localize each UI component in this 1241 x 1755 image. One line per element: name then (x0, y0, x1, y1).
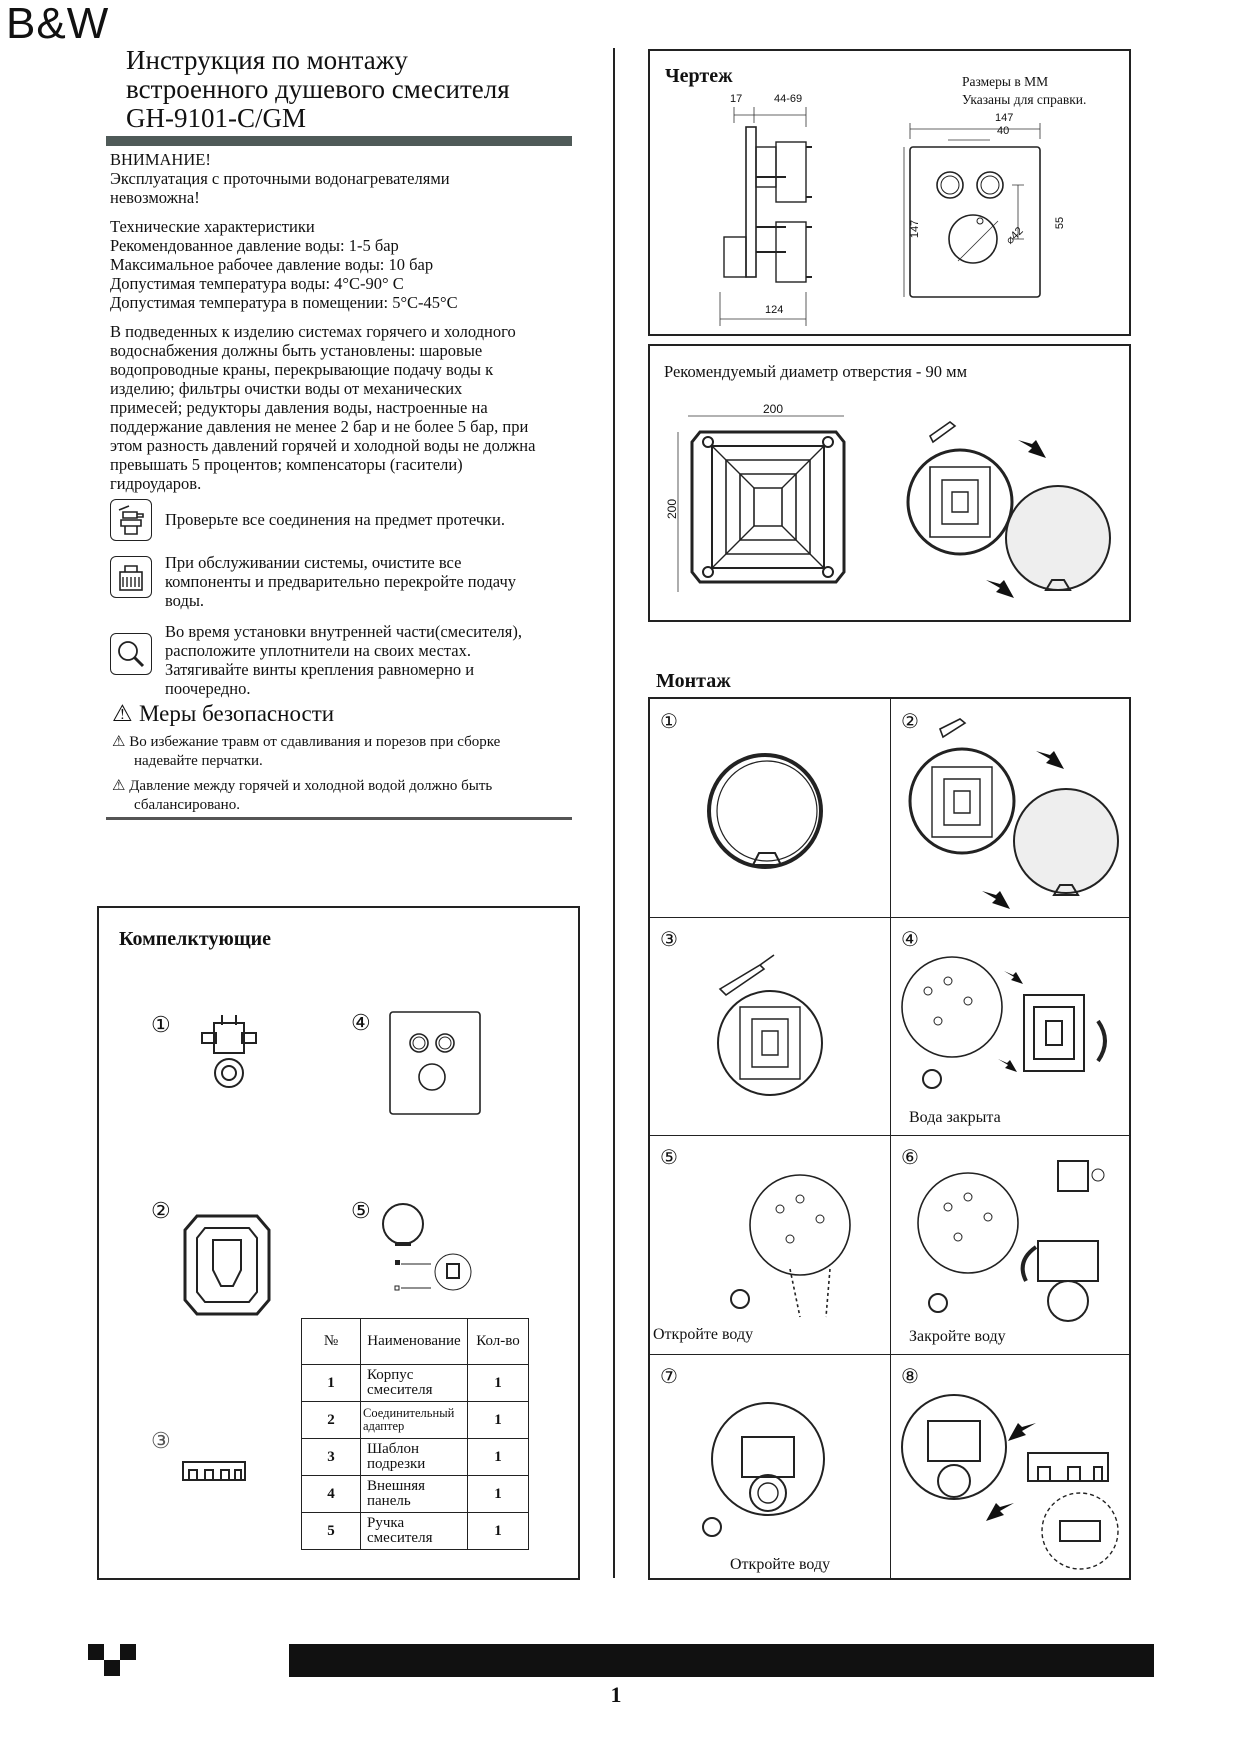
step8-illustration (898, 1381, 1123, 1571)
hole-text: Рекомендуемый диаметр отверстия - 90 мм (664, 362, 968, 381)
page-title (126, 46, 510, 133)
step-number: ③ (660, 929, 678, 951)
step-caption: Откройте воду (730, 1556, 831, 1573)
step6-illustration (898, 1151, 1123, 1331)
step-number: ⑤ (660, 1147, 678, 1169)
title-line: Инструкция по монтажу (126, 45, 408, 75)
step1-illustration (705, 751, 825, 871)
handle-illustration (381, 1202, 481, 1302)
tip-install-line: поочередно. (165, 679, 251, 698)
safety-title (112, 700, 334, 727)
tip-service-line: При обслуживании системы, очистите все (165, 553, 462, 572)
requirements-line: изделию; фильтры очистки воды от механических (110, 379, 463, 398)
step4-illustration (898, 951, 1123, 1101)
table-cell: Корпус смесителя (361, 1365, 468, 1402)
dim-label: 147 (909, 219, 922, 239)
table-header: № (302, 1319, 361, 1365)
title-divider (106, 136, 572, 146)
table-header: Кол-во (468, 1319, 529, 1365)
tip-install-line: расположите уплотнители на своих местах. (165, 641, 472, 660)
spec-item: Допустимая температура в помещении: 5°С-45°С (110, 293, 458, 312)
warning-triangle-icon: ⚠ (112, 778, 126, 794)
tip-leak-text: Проверьте все соединения на предмет протечки. (165, 510, 506, 529)
table-cell: 1 (468, 1513, 529, 1550)
table-cell: Шаблон подрезки (361, 1439, 468, 1476)
requirements-line: этом разность давлений горячей и холодной воды не должна (110, 436, 536, 455)
dim-label: 200 (763, 402, 784, 416)
warning-heading: ВНИМАНИЕ! (110, 150, 211, 169)
drawing-note (962, 73, 1086, 109)
component-label: ⑤ (351, 1198, 371, 1223)
table-cell: 1 (468, 1439, 529, 1476)
specs-heading: Технические характеристики (110, 217, 315, 236)
warning-triangle-icon: ⚠ (112, 701, 133, 726)
table-row (302, 1476, 529, 1513)
mounting-heading: Монтаж (656, 670, 731, 692)
requirements-line: водопроводные краны, перекрывающие подачу воды к (110, 360, 494, 379)
step-caption: Закройте воду (909, 1328, 1006, 1345)
spec-item: Максимальное рабочее давление воды: 10 бар (110, 255, 434, 274)
dim-label: 40 (997, 125, 1010, 137)
dim-label: 44-69 (774, 93, 803, 105)
component-label: ③ (151, 1428, 171, 1453)
cleaning-brush-icon (110, 556, 152, 598)
step-number: ⑥ (901, 1147, 919, 1169)
requirements-line: превышать 5 процентов; компенсаторы (гасители) (110, 455, 463, 474)
safety-item-line: Во избежание травм от сдавливания и порезов при сборке (129, 734, 501, 750)
dim-label: 124 (765, 304, 784, 316)
tip-install-line: Затягивайте винты крепления равномерно и (165, 660, 475, 679)
step7-illustration (680, 1397, 860, 1547)
step-number: ④ (901, 929, 919, 951)
cutting-template-illustration (179, 1456, 249, 1486)
dim-label: 55 (1054, 216, 1067, 230)
table-row (302, 1365, 529, 1402)
table-header: Наименование (361, 1319, 468, 1365)
table-row (302, 1402, 529, 1439)
table-cell: 1 (302, 1365, 361, 1402)
table-header-row (302, 1319, 529, 1365)
step-number: ② (901, 711, 919, 733)
safety-item-line: сбалансировано. (134, 797, 240, 813)
component-label: ① (151, 1012, 171, 1037)
drawing-note-line: Указаны для справки. (962, 92, 1087, 107)
drawing-heading: Чертеж (665, 65, 733, 87)
table-cell: 4 (302, 1476, 361, 1513)
drawing-note-line: Размеры в ММ (962, 74, 1049, 89)
dim-label: 200 (665, 498, 680, 520)
step-caption: Откройте воду (653, 1326, 754, 1343)
spec-item: Допустимая температура воды: 4°С-90° С (110, 274, 404, 293)
outer-panel-illustration (389, 1011, 481, 1115)
faucet-icon (110, 499, 152, 541)
components-heading: Компелктующие (119, 928, 272, 950)
step-number: ⑦ (660, 1366, 678, 1388)
footer-bar (289, 1644, 1154, 1677)
warning-line: Эксплуатация с проточными водонагревателями (110, 169, 450, 188)
mounting-frame-drawing (670, 402, 850, 602)
magnifier-icon (110, 633, 152, 675)
safety-title-text: Меры безопасности (139, 701, 335, 726)
footer-decoration (88, 1643, 152, 1679)
step5-illustration (690, 1169, 880, 1319)
warning-triangle-icon: ⚠ (112, 734, 126, 750)
requirements-line: примесей; редукторы давления воды, настроенные на (110, 398, 488, 417)
tip-install-text (165, 622, 605, 698)
table-cell: 3 (302, 1439, 361, 1476)
side-view-drawing (710, 97, 850, 331)
table-cell: 5 (302, 1513, 361, 1550)
dim-label: ⌀42 (1003, 224, 1026, 247)
component-label: ② (151, 1198, 171, 1223)
page-number: 1 (610, 1682, 622, 1707)
front-view-drawing (900, 111, 1080, 335)
step3-illustration (710, 949, 830, 1099)
requirements-line: гидроударов. (110, 474, 202, 493)
table-cell: Ручка смесителя (361, 1513, 468, 1550)
hole-cutting-drawing (890, 422, 1120, 612)
mounting-grid (648, 697, 1131, 1580)
dim-label: 17 (730, 93, 743, 105)
step-caption: Вода закрыта (909, 1109, 1001, 1126)
safety-item (112, 733, 582, 771)
mixer-body-illustration (194, 1013, 264, 1103)
components-panel (97, 906, 580, 1580)
dim-label: 147 (995, 112, 1014, 124)
component-label: ④ (351, 1010, 371, 1035)
tip-service-line: воды. (165, 591, 205, 610)
hole-panel (648, 344, 1131, 622)
left-text-block (110, 150, 615, 493)
step2-illustration (900, 719, 1125, 914)
table-cell: 1 (468, 1365, 529, 1402)
requirements-line: водоснабжения должны быть установлены: шаровые (110, 341, 483, 360)
safety-item-line: Давление между горячей и холодной водой должно быть (129, 778, 493, 794)
tip-install-line: Во время установки внутренней части(смесителя), (165, 622, 522, 641)
spec-item: Рекомендованное давление воды: 1-5 бар (110, 236, 399, 255)
title-line: встроенного душевого смесителя (126, 74, 510, 104)
safety-item-line: надевайте перчатки. (134, 753, 263, 769)
step-number: ① (660, 711, 678, 733)
requirements-line: поддержание давления не менее 2 бар и не более 5 бар, при (110, 417, 529, 436)
table-cell: 1 (468, 1402, 529, 1439)
parts-table (301, 1318, 529, 1550)
table-cell: 1 (468, 1476, 529, 1513)
table-cell: Соединительный адаптер (361, 1402, 468, 1439)
table-cell: 2 (302, 1402, 361, 1439)
title-line: GH-9101-C/GM (126, 103, 306, 133)
safety-item (112, 777, 582, 815)
table-row (302, 1439, 529, 1476)
table-cell: Внешняя панель (361, 1476, 468, 1513)
tip-service-text (165, 553, 605, 610)
tip-service-line: компоненты и предварительно перекройте подачу (165, 572, 516, 591)
table-row (302, 1513, 529, 1550)
requirements-line: В подведенных к изделию системах горячего и холодного (110, 322, 516, 341)
section-divider (106, 817, 572, 820)
column-separator (613, 48, 615, 1578)
adapter-illustration (179, 1208, 275, 1324)
drawing-panel (648, 49, 1131, 336)
warning-line: невозможна! (110, 188, 200, 207)
step-number: ⑧ (901, 1366, 919, 1388)
brand-logo: B&W (6, 0, 110, 48)
